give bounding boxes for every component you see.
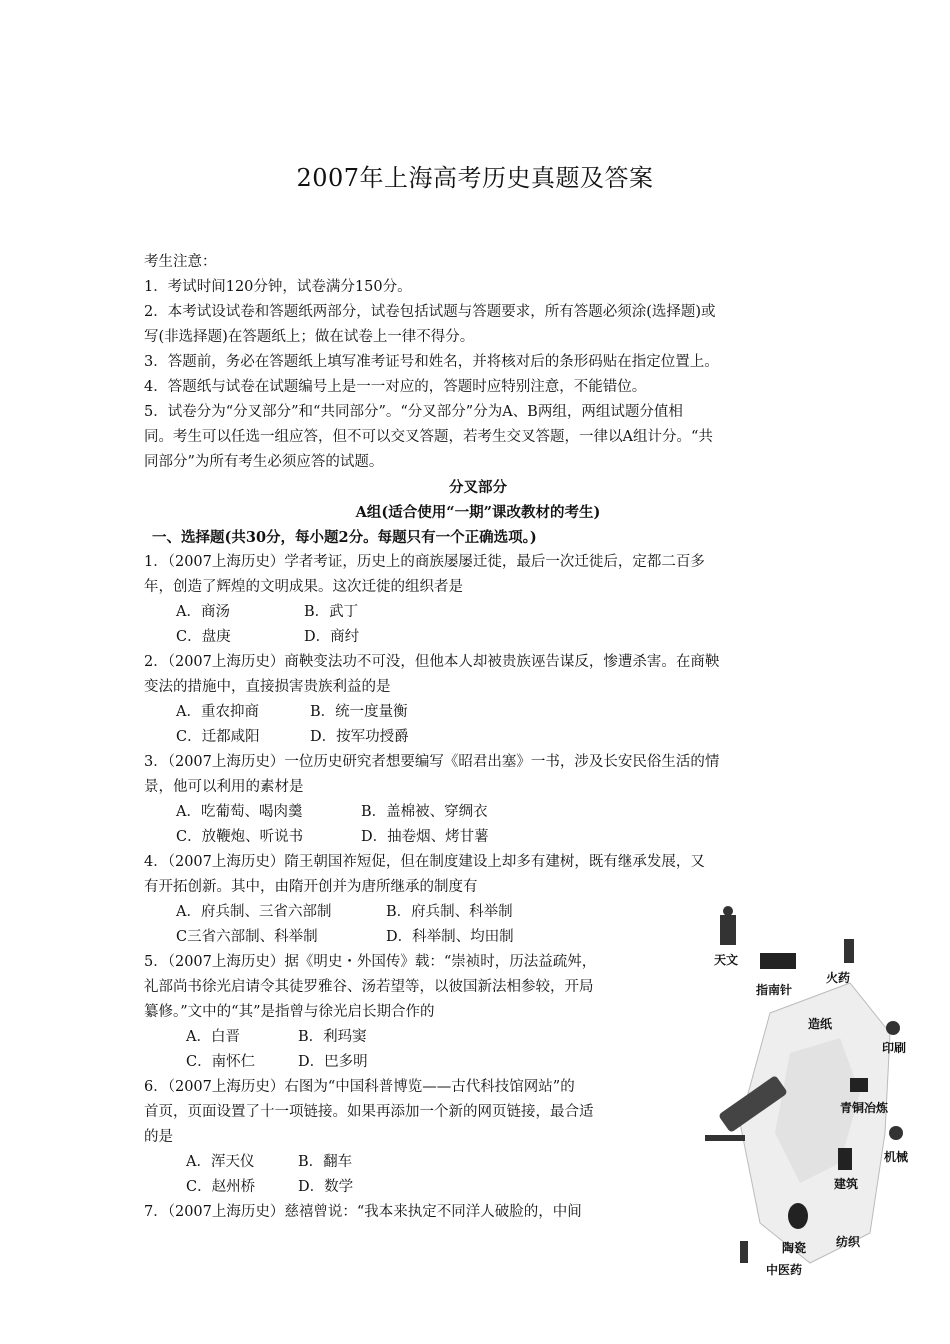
question-1-line: 1．（2007上海历史）学者考证，历史上的商族屡屡迁徙，最后一次迁徙后，定都二百多 — [144, 554, 705, 570]
option-c: C．迁都咸阳 — [176, 729, 260, 745]
question-2-options — [144, 725, 812, 750]
option-c: C．赵州桥 — [186, 1179, 256, 1195]
figure-label-bronze: 青铜冶炼 — [840, 1101, 889, 1115]
compass-icon — [760, 953, 796, 969]
question-6-line: 6．（2007上海历史）右图为“中国科普博览——古代科技馆网站”的 — [144, 1079, 575, 1095]
gunpowder-icon — [844, 939, 854, 963]
group-title: A组(适合使用“一期”课改教材的考生) — [355, 504, 601, 521]
question-5-line: 纂修。”文中的“其”是指曾与徐光启长期合作的 — [144, 1004, 435, 1020]
question-3-line: 景，他可以利用的素材是 — [144, 779, 304, 795]
machinery-icon — [889, 1126, 903, 1140]
option-b: B．统一度量衡 — [310, 704, 408, 720]
question-6-line: 的是 — [144, 1129, 173, 1145]
architecture-icon — [838, 1148, 852, 1170]
option-a: A．府兵制、三省六部制 — [176, 904, 332, 920]
notice-item: 5．试卷分为“分叉部分”和“共同部分”。“分叉部分”分为A、B两组，两组试题分值相 — [144, 404, 683, 420]
question-5-line: 5．（2007上海历史）据《明史・外国传》载：“崇祯时，历法益疏舛， — [144, 954, 597, 970]
notice-item: 1．考试时间120分钟，试卷满分150分。 — [144, 279, 412, 295]
option-c: C．盘庚 — [176, 629, 231, 645]
question-6-line: 首页，页面设置了十一项链接。如果再添加一个新的网页链接，最合适 — [144, 1104, 594, 1120]
section-title: 分叉部分 — [449, 479, 507, 496]
figure-label-astronomy: 天文 — [714, 953, 739, 967]
option-d: D．按军功授爵 — [310, 729, 409, 745]
option-d: D．巴多明 — [298, 1054, 368, 1070]
question-4-line: 有开拓创新。其中，由隋开创并为唐所继承的制度有 — [144, 879, 478, 895]
option-a: A．商汤 — [176, 604, 230, 620]
option-a: A．白晋 — [186, 1029, 240, 1045]
ceramics-icon — [788, 1203, 808, 1229]
option-d: D．科举制、均田制 — [386, 929, 514, 945]
option-a: A．吃葡萄、喝肉羹 — [176, 804, 303, 820]
option-c: C．南怀仁 — [186, 1054, 256, 1070]
astronomy-icon — [720, 915, 736, 945]
figure-label-printing: 印刷 — [882, 1041, 907, 1055]
question-1-line: 年，创造了辉煌的文明成果。这次迁徙的组织者是 — [144, 579, 463, 595]
question-3-options — [144, 800, 812, 825]
part-title: 一、选择题(共30分，每小题2分。每题只有一个正确选项。) — [152, 529, 537, 546]
question-3-options — [144, 825, 812, 850]
figure-label-textile: 纺织 — [836, 1235, 861, 1249]
option-b: B．府兵制、科举制 — [386, 904, 513, 920]
notice-item: 同部分”为所有考生必须应答的试题。 — [144, 454, 384, 470]
figure-label-compass: 指南针 — [756, 983, 793, 997]
notice-item: 2．本考试设试卷和答题纸两部分，试卷包括试题与答题要求，所有答题必须涂(选择题)或 — [144, 304, 716, 320]
option-a: A．浑天仪 — [186, 1154, 255, 1170]
option-b: B．武丁 — [304, 604, 359, 620]
notice-item: 3．答题前，务必在答题纸上填写准考证号和姓名，并将核对后的条形码贴在指定位置上。 — [144, 354, 719, 370]
question-2-options — [144, 700, 812, 725]
printing-icon — [886, 1021, 900, 1035]
question-2-line: 变法的措施中，直接损害贵族利益的是 — [144, 679, 391, 695]
question-7-line: 7．（2007上海历史）慈禧曾说：“我本来执定不同洋人破脸的，中间 — [144, 1204, 582, 1220]
figure-label-paper: 造纸 — [808, 1017, 833, 1031]
option-b: B．盖棉被、穿绸衣 — [361, 804, 488, 820]
page-title: 2007年上海高考历史真题及答案 — [296, 164, 654, 192]
question-2-line: 2．（2007上海历史）商鞅变法功不可没，但他本人却被贵族诬告谋反，惨遭杀害。在商鞅 — [144, 654, 720, 670]
question-1-options — [144, 625, 812, 650]
astronomy-head-icon — [723, 906, 733, 916]
option-a: A．重农抑商 — [176, 704, 259, 720]
option-d: D．抽卷烟、烤甘薯 — [361, 829, 489, 845]
medicine-icon — [740, 1241, 748, 1263]
question-1-options — [144, 600, 812, 625]
notice-heading: 考生注意： — [144, 254, 217, 270]
question-3-line: 3．（2007上海历史）一位历史研究者想要编写《昭君出塞》一书，涉及长安民俗生活的情 — [144, 754, 720, 770]
figure-label-architecture: 建筑 — [834, 1177, 859, 1191]
option-d: D．商纣 — [304, 629, 360, 645]
figure-label-machinery: 机械 — [884, 1150, 909, 1164]
option-b: B．利玛窦 — [298, 1029, 367, 1045]
figure-label-gunpowder: 火药 — [826, 971, 851, 985]
notice-item: 写(非选择题)在答题纸上；做在试卷上一律不得分。 — [144, 329, 475, 345]
option-b: B．翻车 — [298, 1154, 353, 1170]
figure-label-ceramics: 陶瓷 — [782, 1241, 807, 1255]
option-c: C．放鞭炮、听说书 — [176, 829, 304, 845]
question-5-line: 礼部尚书徐光启请令其徒罗雅谷、汤若望等，以彼国新法相参较，开局 — [144, 979, 594, 995]
option-c: C三省六部制、科举制 — [176, 929, 318, 945]
telescope-base-icon — [705, 1135, 745, 1141]
notice-item: 4．答题纸与试卷在试题编号上是一一对应的，答题时应特别注意，不能错位。 — [144, 379, 647, 395]
question-4-line: 4．（2007上海历史）隋王朝国祚短促，但在制度建设上却多有建树，既有继承发展，又 — [144, 854, 705, 870]
notice-item: 同。考生可以任选一组应答，但不可以交叉答题，若考生交叉答题，一律以A组计分。“共 — [144, 429, 713, 445]
science-museum-figure — [700, 903, 922, 1283]
figure-label-medicine: 中医药 — [766, 1263, 803, 1277]
option-d: D．数学 — [298, 1179, 354, 1195]
bronze-icon — [850, 1078, 868, 1092]
